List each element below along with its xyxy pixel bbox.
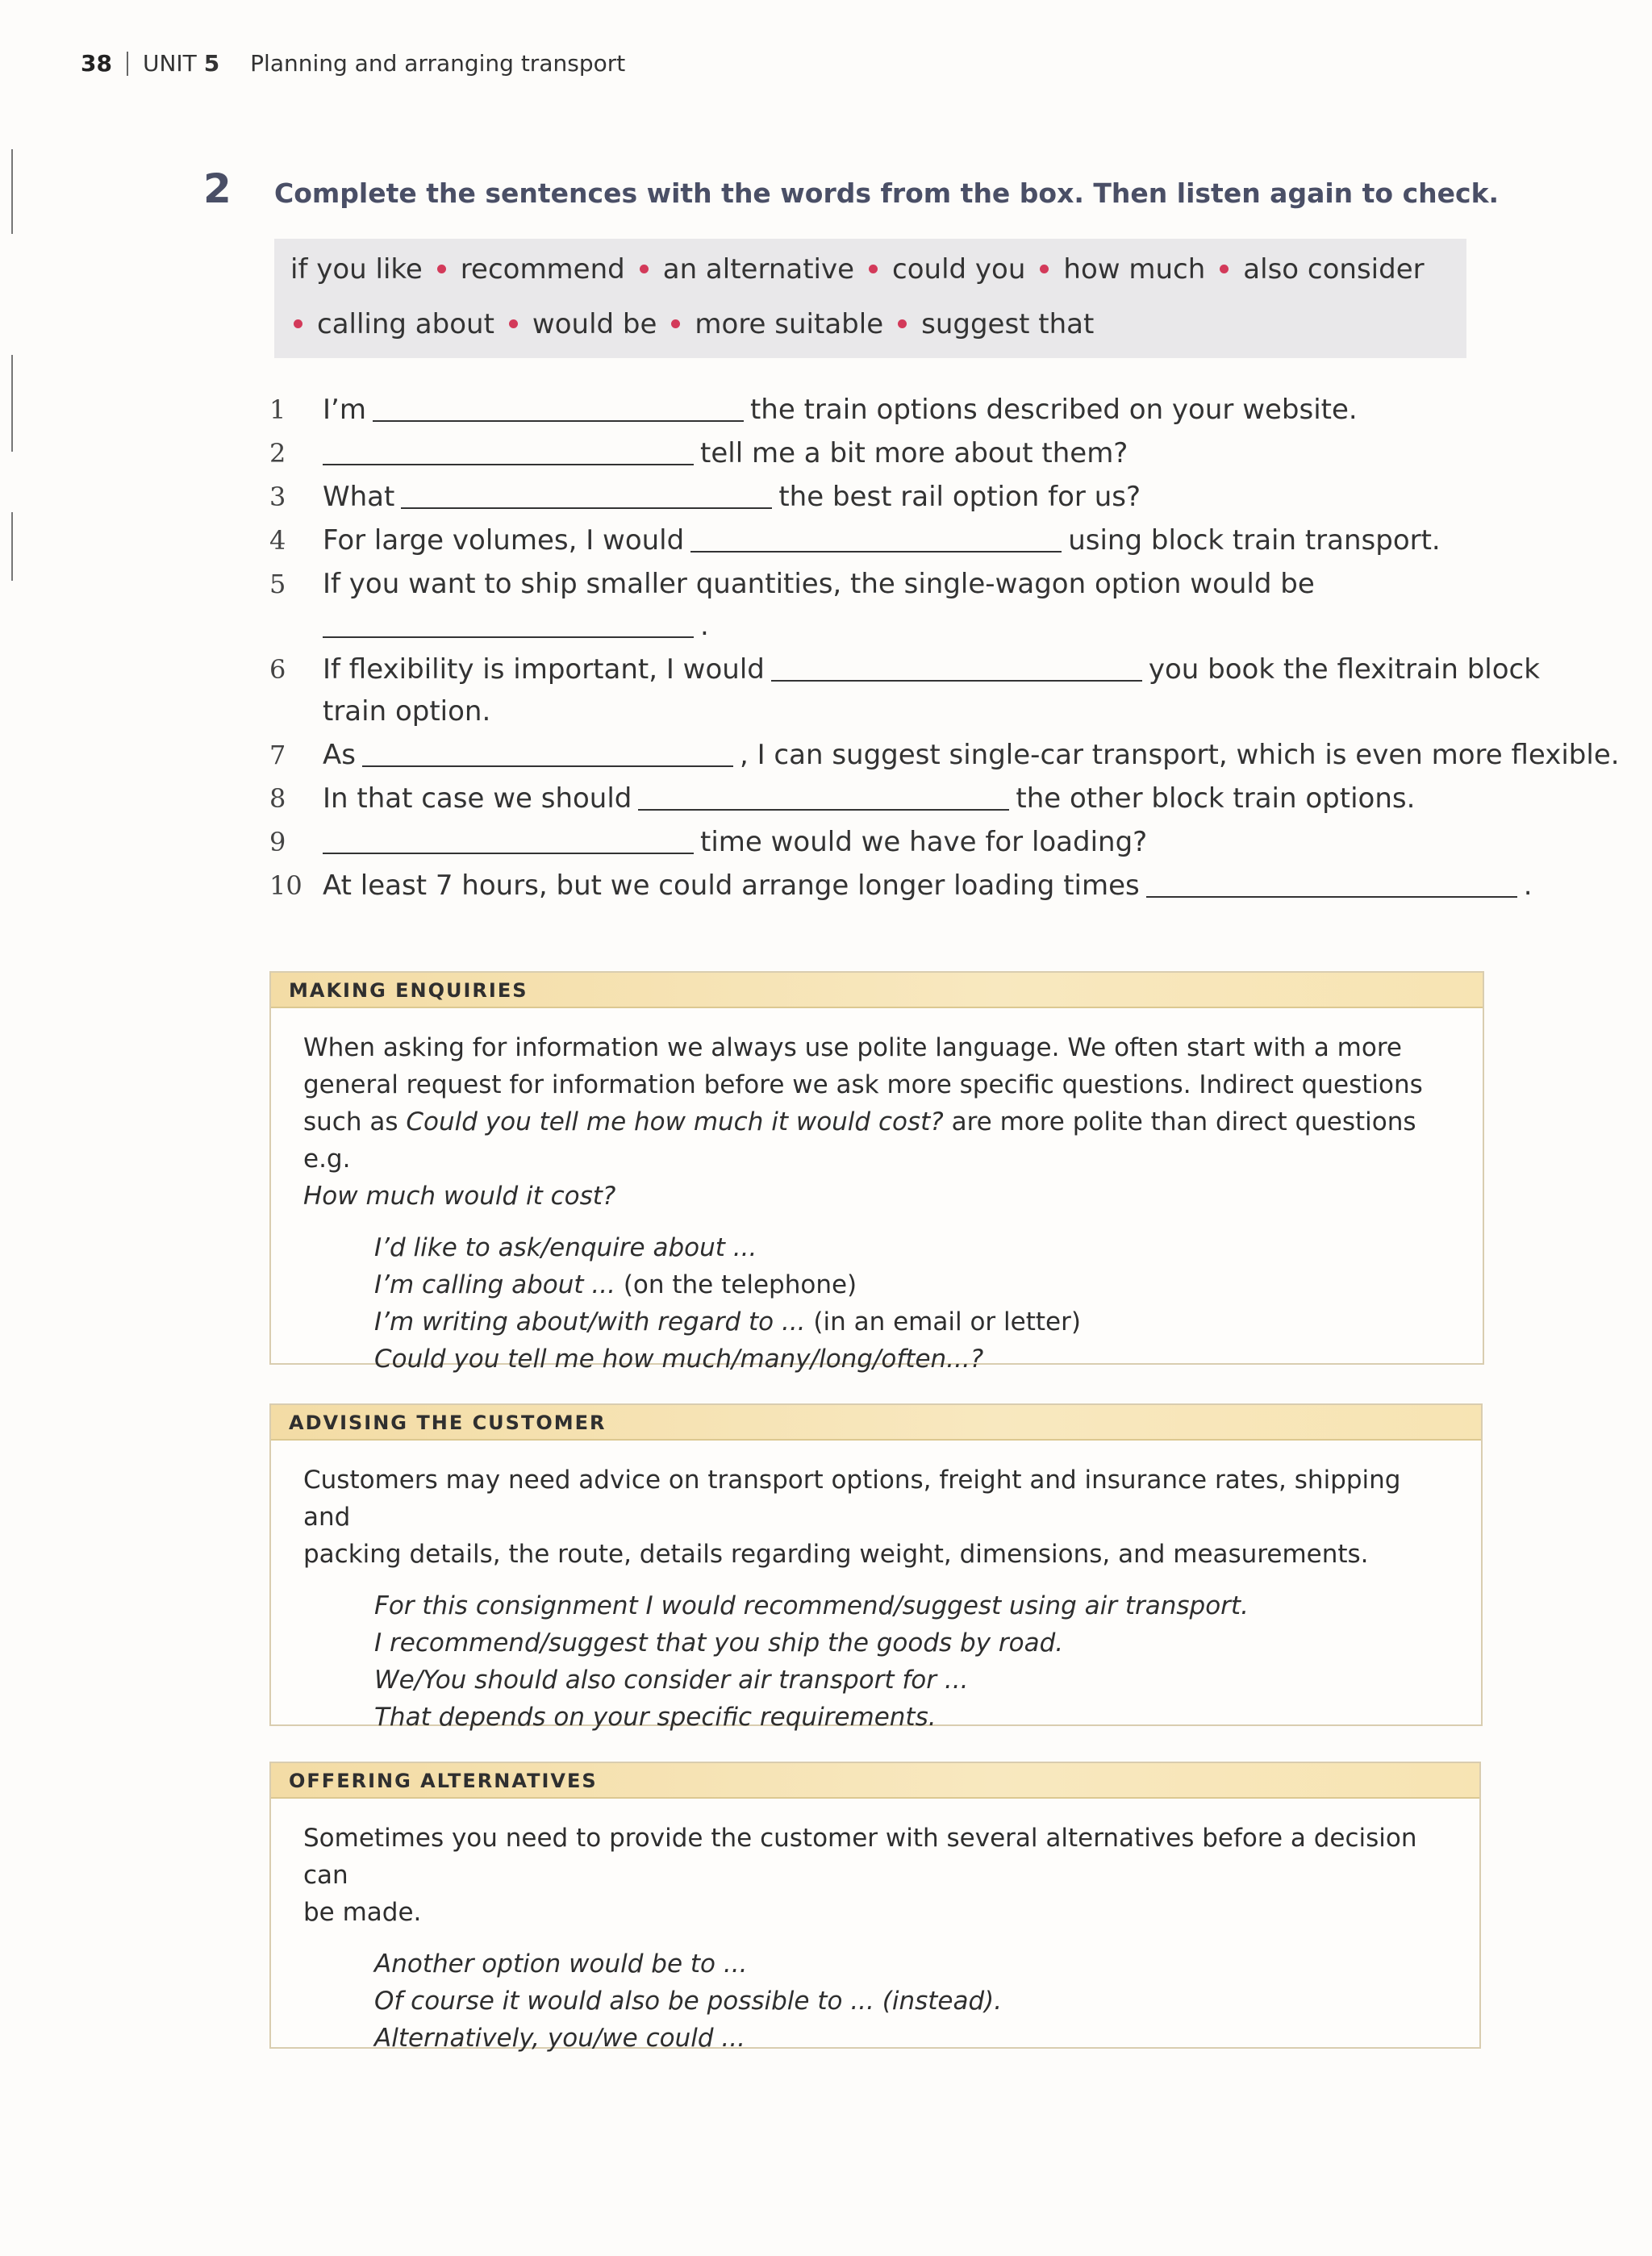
sentence-item [269, 826, 1147, 858]
phrase-note: (on the telephone) [615, 1270, 857, 1299]
sentence-number: 2 [269, 438, 286, 469]
box-heading: OFFERING ALTERNATIVES [271, 1763, 1479, 1799]
phrase-item [374, 1266, 1450, 1303]
sentence-item [269, 394, 1358, 426]
sentence-text: For large volumes, I would [323, 524, 685, 557]
phrase-text: I’m writing about/with regard to ... [374, 1307, 806, 1337]
offering-alternatives-box [269, 1762, 1481, 2053]
sentence-text: you book the flexitrain block [1148, 653, 1540, 686]
sentence-text: What [323, 481, 395, 513]
sentence-text: the best rail option for us? [778, 481, 1141, 513]
unit-label [143, 50, 219, 77]
word-box-item: could you [892, 253, 1026, 286]
box-paragraph-line: packing details, the route, details regarding weight, dimensions, and measurements. [303, 1540, 1369, 1569]
phrase-item: Alternatively, you/we could ... [374, 2024, 745, 2053]
italic-example: Could you tell me how much it would cost? [406, 1107, 944, 1136]
phrase-item: For this consignment I would recommend/suggest using air transport. [374, 1591, 1249, 1620]
unit-title: Planning and arranging transport [250, 50, 626, 77]
box-heading: MAKING ENQUIRIES [271, 973, 1483, 1008]
word-box-item: how much [1063, 253, 1206, 286]
bullet-icon [869, 265, 878, 273]
box-heading: ADVISING THE CUSTOMER [271, 1405, 1481, 1441]
word-box-item: would be [532, 308, 657, 340]
box-paragraph-line: general request for information before we ask more specific questions. Indirect questions [303, 1070, 1423, 1099]
phrase-list [374, 1229, 1450, 1378]
sentence-number: 4 [269, 525, 286, 556]
phrase-item: Of course it would also be possible to ... (instead). [374, 1987, 1003, 2016]
word-box-row [290, 308, 1450, 363]
answer-blank[interactable] [690, 528, 1062, 553]
sentence-number: 5 [269, 569, 286, 599]
italic-example: How much would it cost? [303, 1182, 616, 1211]
answer-blank[interactable] [323, 441, 694, 465]
sentence-item [269, 869, 1533, 902]
sentence-continuation [323, 610, 709, 642]
box-paragraph-line [303, 1178, 1450, 1215]
sentence-number: 9 [269, 827, 286, 857]
margin-line [11, 149, 13, 234]
sentence-item [269, 568, 1315, 642]
exercise-instruction: Complete the sentences with the words from the box. Then listen again to check. [274, 177, 1500, 209]
bullet-icon [671, 319, 680, 328]
answer-blank[interactable] [323, 614, 694, 638]
exercise-number: 2 [203, 165, 232, 212]
sentence-number: 7 [269, 740, 286, 770]
sentence-text: time would we have for loading? [700, 826, 1148, 858]
advising-customer-box [269, 1403, 1483, 1732]
word-box-item: an alternative [662, 253, 855, 286]
sentence-number: 10 [269, 870, 302, 901]
box-paragraph-line: When asking for information we always use polite language. We often start with a more [303, 1033, 1402, 1062]
phrase-note: (in an email or letter) [805, 1307, 1081, 1337]
sentence-text: At least 7 hours, but we could arrange longer loading times [323, 869, 1140, 902]
bullet-icon [898, 319, 907, 328]
phrase-item: I’d like to ask/enquire about ... [374, 1233, 757, 1262]
text-run: are more polite than direct questions e.g. [303, 1107, 1416, 1174]
box-body [271, 1799, 1479, 2057]
making-enquiries-box [269, 971, 1484, 1374]
word-box [274, 239, 1466, 358]
phrase-item: I recommend/suggest that you ship the goods by road. [374, 1628, 1064, 1658]
sentence-item [269, 524, 1441, 557]
sentence-text: tell me a bit more about them? [700, 437, 1128, 469]
sentence-item [269, 782, 1415, 815]
word-box-item: calling about [317, 308, 494, 340]
margin-line [11, 355, 13, 452]
word-box-item: if you like [290, 253, 423, 286]
sentence-item [269, 481, 1141, 513]
answer-blank[interactable] [638, 786, 1009, 811]
sentence-item [269, 653, 1540, 728]
page-header [81, 50, 625, 77]
bullet-icon [509, 319, 518, 328]
word-box-item: more suitable [695, 308, 884, 340]
sentence-text: the train options described on your website. [749, 394, 1358, 426]
unit-word: UNIT [142, 50, 197, 77]
box-paragraph-line: Customers may need advice on transport options, freight and insurance rates, shipping and [303, 1466, 1401, 1532]
sentence-text: In that case we should [323, 782, 632, 815]
answer-blank[interactable] [362, 743, 733, 767]
sentence-text: If flexibility is important, I would [323, 653, 765, 686]
margin-line [11, 512, 13, 581]
phrase-item: That depends on your specific requirements. [374, 1703, 937, 1732]
bullet-icon [640, 265, 649, 273]
phrase-item: Could you tell me how much/many/long/often...? [374, 1345, 984, 1374]
phrase-item [374, 1303, 1450, 1341]
box-body [271, 1441, 1481, 1736]
text-run: such as [303, 1107, 407, 1136]
bullet-icon [1040, 265, 1049, 273]
sentence-text: As [323, 739, 356, 771]
box-body [271, 1008, 1483, 1378]
box-paragraph-line: Sometimes you need to provide the customer with several alternatives before a decision can [303, 1824, 1417, 1890]
word-box-row [290, 253, 1450, 308]
answer-blank[interactable] [323, 830, 694, 854]
bullet-icon [437, 265, 446, 273]
sentence-text: using block train transport. [1068, 524, 1441, 557]
sentence-text: , I can suggest single-car transport, which is even more flexible. [739, 739, 1620, 771]
phrase-list [374, 1945, 1447, 2057]
answer-blank[interactable] [771, 657, 1142, 682]
header-divider [127, 52, 128, 76]
sentence-number: 1 [269, 394, 286, 425]
word-box-item: suggest that [921, 308, 1095, 340]
bullet-icon [1220, 265, 1229, 273]
sentence-number: 3 [269, 482, 286, 512]
phrase-item: We/You should also consider air transport for ... [374, 1666, 969, 1695]
sentence-item [269, 437, 1128, 469]
phrase-list [374, 1587, 1449, 1736]
box-paragraph-line: be made. [303, 1898, 422, 1927]
word-box-item: also consider [1243, 253, 1425, 286]
page-number: 38 [81, 50, 112, 77]
sentence-text: I’m [323, 394, 366, 426]
answer-blank[interactable] [1146, 874, 1517, 898]
answer-blank[interactable] [401, 485, 772, 509]
sentence-continuation: train option. [323, 695, 491, 728]
word-box-item: recommend [460, 253, 625, 286]
sentence-item [269, 739, 1620, 771]
sentence-number: 8 [269, 783, 286, 814]
phrase-text: I’m calling about ... [374, 1270, 615, 1299]
answer-blank[interactable] [373, 398, 744, 422]
sentence-text: If you want to ship smaller quantities, the single-wagon option would be [323, 568, 1315, 600]
box-paragraph-line [303, 1103, 1450, 1178]
sentence-text: . [700, 610, 709, 642]
unit-number: 5 [203, 50, 220, 77]
sentence-number: 6 [269, 654, 286, 685]
bullet-icon [294, 319, 302, 328]
sentence-text: . [1523, 869, 1533, 902]
phrase-item: Another option would be to ... [374, 1950, 748, 1979]
sentence-text: the other block train options. [1016, 782, 1416, 815]
